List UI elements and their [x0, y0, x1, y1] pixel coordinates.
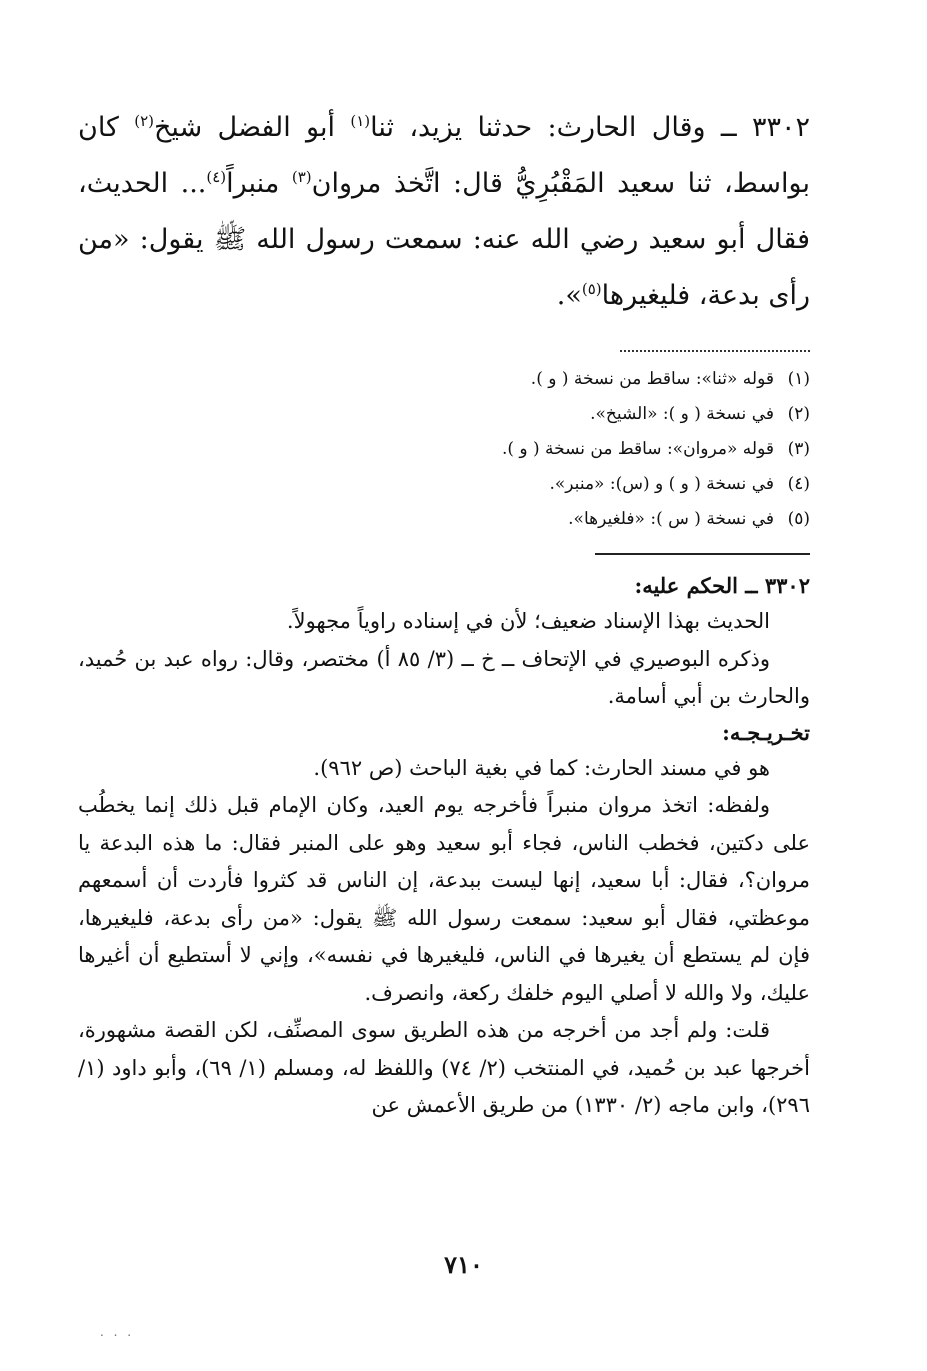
takhrij-paragraph: ولفظه: اتخذ مروان منبراً فأخرجه يوم العيد، وكان الإمام قبل ذلك إنما يخطُب على دكتين، فخطب الناس، فجاء أبو سعيد وهو على المنبر فقال: ما هذه البدعة يا مروان؟، فقال: أبا سعيد، إنها ليست ببدعة، إن الناس قد كثروا فأردت أن أسمعهم موعظتي، فقال أبو سعيد: سمعت رسول الله ﷺ يقول: «من رأى بدعة، فليغيرها، فإن لم يستطع أن يغيرها في الناس، فليغيرها في نفسه»، وإني لا أستطيع أن أغيرها عليك، ولا والله لا أصلي اليوم خلفك ركعة، وانصرف. [78, 793, 810, 1005]
footnote-text: في نسخة ( و ): «الشيخ». [590, 404, 774, 424]
hadith-segment: ... الحديث، فقال أبو سعيد رضي الله عنه: سمعت رسول الله ﷺ يقول: «من رأى بدعة، فليغيرها [78, 168, 810, 311]
footnote-number: (١) [787, 369, 810, 389]
takhrij-paragraph: هو في مسند الحارث: كما في بغية الباحث (ص ٩٦٢). [313, 755, 770, 780]
footnote-text: في نسخة ( س ): «فلغيرها». [568, 509, 774, 529]
hadith-segment: كان بواسط، ثنا سعيد المَقْبُرِيُّ قال: اتَّخذ مروان [78, 112, 810, 199]
hadith-text [78, 100, 810, 324]
page-content [78, 100, 810, 1125]
footnote-item [78, 467, 810, 502]
footnote-ref: (٣) [291, 168, 312, 186]
footnote-ref: (٥) [581, 280, 602, 298]
ruling-paragraph: وذكره البوصيري في الإتحاف ــ خ ــ (٣/ ٨٥ أ) مختصر، وقال: رواه عبد بن حُميد، والحارث بن أبي أسامة. [78, 646, 810, 708]
footnote-item [78, 432, 810, 467]
section-divider [595, 553, 810, 555]
footnote-number: (٢) [787, 404, 810, 424]
ruling-heading: ٣٣٠٢ ــ الحكم عليه: [634, 573, 810, 598]
footnote-ref: (٢) [134, 112, 154, 130]
page-number: ٧١٠ [444, 1250, 483, 1279]
hadith-segment: منبراً [226, 168, 292, 199]
footnote-text: قوله «ثنا»: ساقط من نسخة ( و ). [530, 369, 774, 389]
corner-marks: . . . [100, 1325, 135, 1339]
footnote-ref: (١) [350, 112, 371, 130]
footnote-text: في نسخة ( و ) و (س): «منبر». [549, 474, 774, 494]
footnote-number: (٤) [787, 474, 810, 494]
footnote-number: (٥) [787, 509, 810, 529]
takhrij-heading: تخـريـجـه: [722, 719, 810, 745]
takhrij-paragraph: قلت: ولم أجد من أخرجه من هذه الطريق سوى المصنِّف، لكن القصة مشهورة، أخرجها عبد بن حُميد، في المنتخب (٢/ ٧٤) واللفظ له، ومسلم (١/ ٦٩)، وأبو داود (١/ ٢٩٦)، وابن ماجه (٢/ ١٣٣٠) من طريق الأعمش عن [78, 1018, 810, 1117]
hadith-segment: أبو الفضل شيخ [154, 112, 351, 143]
dotted-separator [620, 350, 810, 352]
footnotes [78, 362, 810, 537]
footnote-item [78, 397, 810, 432]
footnote-text: قوله «مروان»: ساقط من نسخة ( و ). [501, 439, 774, 459]
hadith-segment: ». [556, 280, 582, 311]
hadith-segment: ٣٣٠٢ ــ وقال الحارث: حدثنا يزيد، ثنا [370, 112, 810, 143]
ruling-paragraph: الحديث بهذا الإسناد ضعيف؛ لأن في إسناده راوياً مجهولاً. [286, 609, 770, 633]
footnote-item [78, 362, 810, 397]
footnote-ref: (٤) [206, 168, 227, 186]
footnote-number: (٣) [787, 439, 810, 459]
footnote-item [78, 502, 810, 537]
commentary [78, 569, 810, 1125]
hadith-paragraph [78, 100, 810, 324]
